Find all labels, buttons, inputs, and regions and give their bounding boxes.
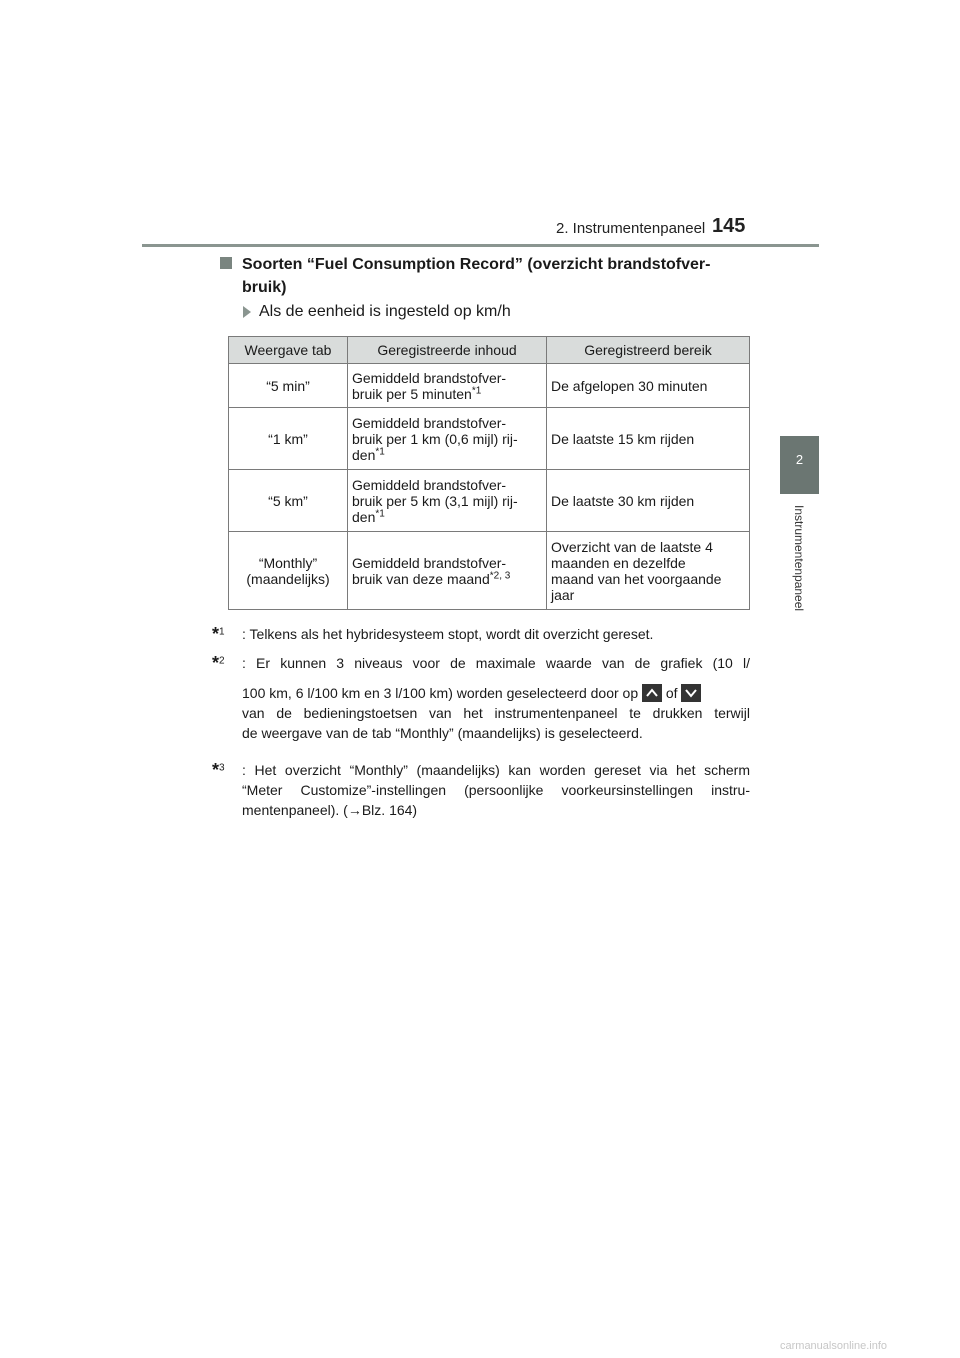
footnote-ref: *1 [375,507,385,519]
cell-content-line: bruik per 1 km (0,6 mijl) rij- [352,430,518,447]
cell-range-line: maand van het voorgaande [551,570,722,587]
header-display-tab: Weergave tab [229,337,348,364]
unit-condition [243,303,511,321]
cell-tab-line: “Monthly” [258,554,318,571]
table-row [229,408,750,470]
footnote-line: : Het overzicht “Monthly” (maandelijks) kan worden gereset via het scherm [242,762,750,778]
heading-square-marker [220,257,232,269]
cell-range: De laatste 30 km rijden [547,470,750,532]
cell-content [348,532,547,610]
footnote-1 [212,624,750,644]
header-recorded-range: Geregistreerd bereik [547,337,750,364]
cell-tab: “5 min” [229,364,348,408]
table-header-row [229,337,750,364]
cell-range-line: maanden en dezelfde [551,554,686,571]
footnote-marker: *$^3$ [212,760,225,780]
footnote-line: : Er kunnen 3 niveaus voor de maximale waarde van de grafiek (10 l/ [242,655,750,671]
side-tab-number: 2 [795,452,804,467]
heading-line-1: Soorten “Fuel Consumption Record” (overzicht brandstofver- [242,256,711,273]
cell-range-line: Overzicht van de laatste 4 [551,538,713,555]
table-row [229,532,750,610]
footnote-number: 1 [219,626,225,638]
cell-content [348,364,547,408]
cell-content [348,470,547,532]
section-heading [222,253,750,299]
chevron-up-icon [642,684,662,702]
cell-content-line: Gemiddeld brandstofver- [352,369,507,386]
cell-range: De afgelopen 30 minuten [547,364,750,408]
heading-line-2: bruik) [242,279,287,296]
footnote-ref: *1 [471,384,482,396]
footnote-marker: *$^1$ [212,624,225,644]
cell-tab: “5 km” [229,470,348,532]
cell-content-line: Gemiddeld brandstofver- [352,414,507,431]
footnote-text [242,760,750,820]
unit-condition-text: Als de eenheid is ingesteld op km/h [259,303,511,320]
cell-content-line: den [352,446,376,463]
cell-range: De laatste 15 km rijden [547,408,750,470]
chevron-down-icon [681,684,701,702]
footnote-marker: *$^2$ [212,653,225,673]
cell-tab-line: (maandelijks) [246,570,330,587]
cell-content-line: bruik van deze maand [352,570,490,587]
cell-content-line: bruik per 5 km (3,1 mijl) rij- [352,492,518,509]
cell-content-line: Gemiddeld brandstofver- [352,476,507,493]
header-rule [142,244,819,247]
cell-range-line: jaar [551,586,575,603]
page-number: 145 [712,215,746,237]
footnote-text: : Telkens als het hybridesysteem stopt, wordt dit overzicht gereset. [242,626,654,642]
footnote-number: 3 [219,762,225,774]
fuel-record-table [228,336,750,610]
cell-content [348,408,547,470]
footnote-number: 2 [219,655,225,667]
footnote-text [242,653,750,743]
footnote-line: “Meter Customize”-instellingen (persoonlijke voorkeursinstellingen instru- [242,782,750,798]
footnote-line: mentenpaneel). (→Blz. 164) [242,802,418,818]
footnote-line-part: 100 km, 6 l/100 km en 3 l/100 km) worden geselecteerd door op [242,685,639,701]
watermark: carmanualsonline.info [780,1340,888,1352]
chapter-title: 2. Instrumentenpaneel [556,220,706,237]
footnote-line-part: of [665,685,678,701]
table-row [229,364,750,408]
cell-range [547,532,750,610]
footnote-line [242,683,750,703]
cell-content-line: Gemiddeld brandstofver- [352,554,507,571]
footnote-line: van de bedieningstoetsen van het instrumentenpaneel te drukken terwijl [242,705,750,721]
footnote-line: de weergave van de tab “Monthly” (maandelijks) is geselecteerd. [242,725,643,741]
cell-tab [229,532,348,610]
side-tab-label: Instrumentenpaneel [792,505,806,612]
table-row [229,470,750,532]
triangle-bullet-icon [243,306,251,318]
footnote-ref: *1 [375,445,385,457]
footnote-ref: *2, 3 [489,569,511,581]
cell-tab: “1 km” [229,408,348,470]
cell-content-line: bruik per 5 minuten [352,385,472,402]
header-recorded-content: Geregistreerde inhoud [348,337,547,364]
footnote-3 [212,760,750,820]
footnote-2 [212,653,750,743]
cell-content-line: den [352,508,376,525]
